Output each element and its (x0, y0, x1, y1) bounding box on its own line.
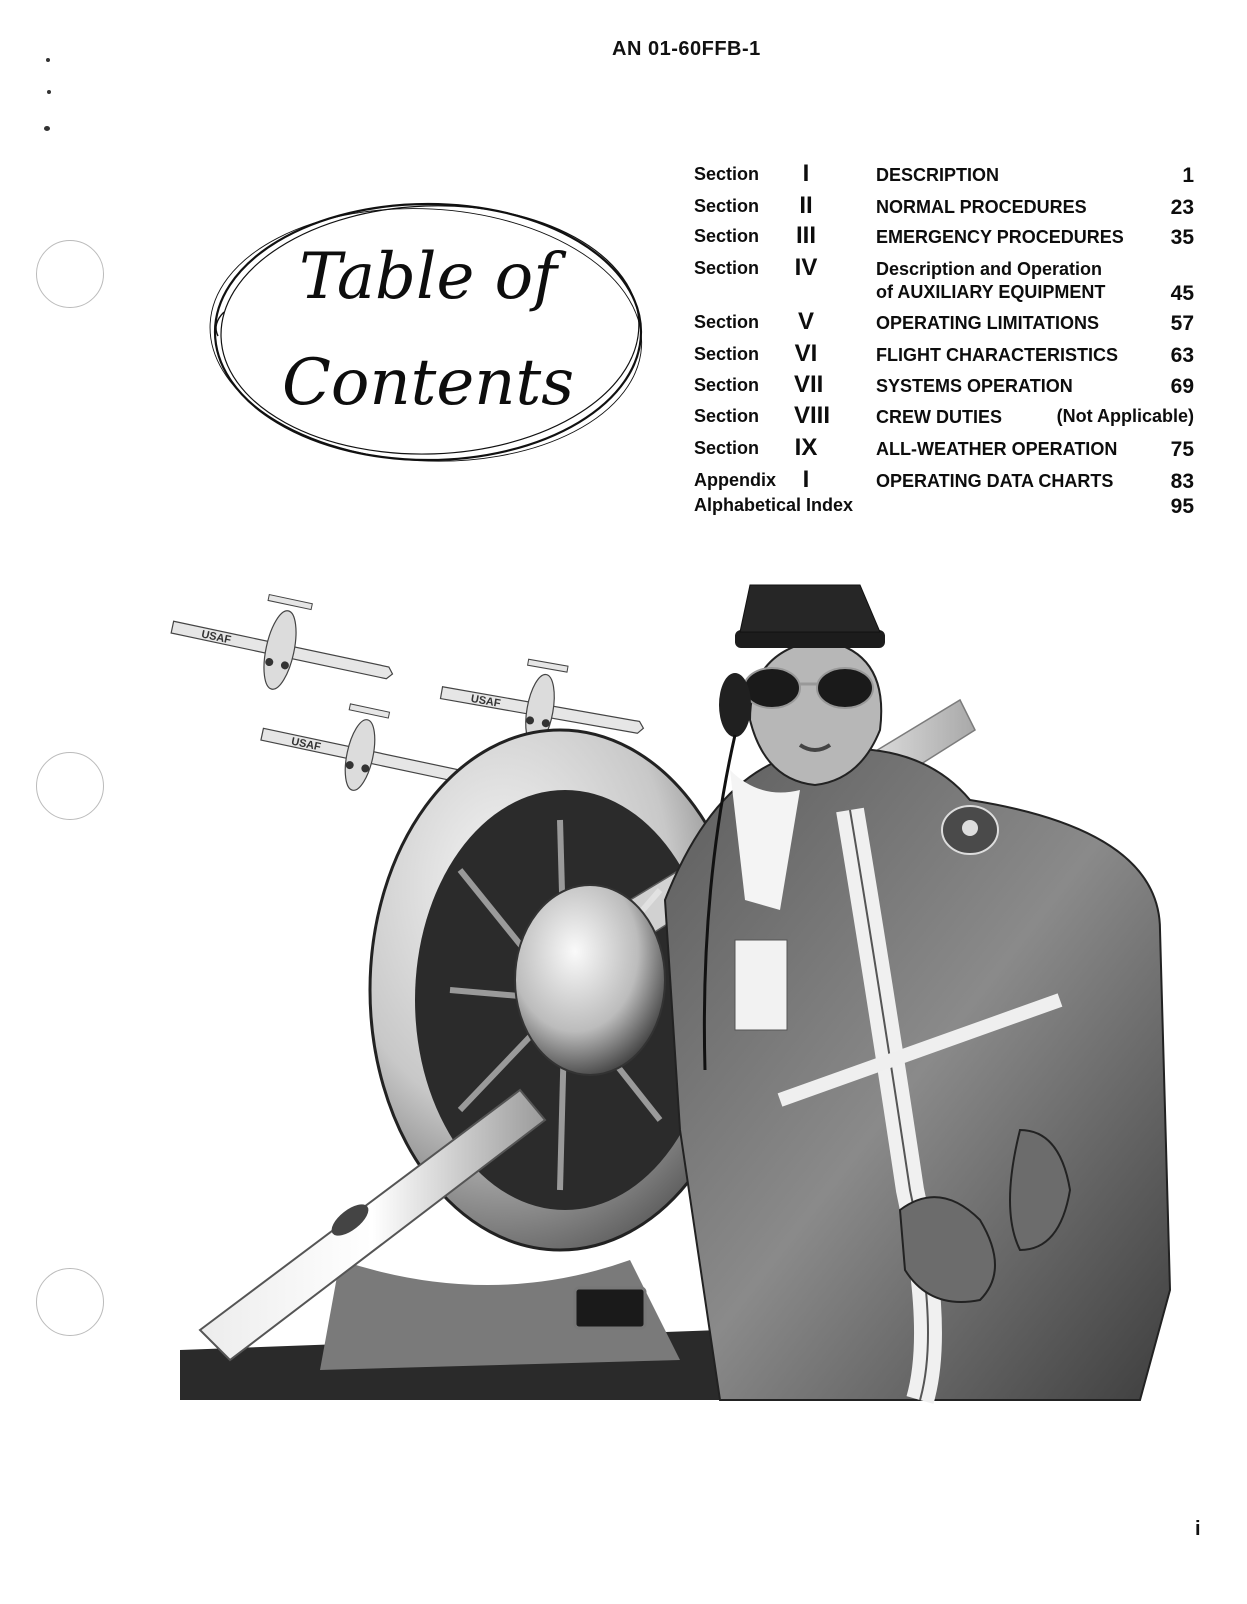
toc-entry-numeral: I (802, 160, 810, 187)
toc-entry-kind: Section (694, 312, 760, 332)
scan-speck (44, 126, 50, 131)
page-number: i (1195, 1518, 1201, 1540)
scan-speck (46, 58, 50, 62)
title-line-2: Contents (281, 346, 575, 420)
toc-entry-numeral: VI (794, 340, 818, 367)
toc-entry-kind: Section (694, 196, 760, 216)
toc-entry-numeral: IV (794, 254, 818, 281)
toc-entry-page: 83 (1170, 470, 1194, 493)
toc-entry-title (876, 312, 1099, 335)
toc-entry-page: 95 (1170, 495, 1194, 518)
toc-entry-numeral: VII (794, 371, 824, 398)
binder-hole (36, 1268, 104, 1336)
plane-marking: USAF (200, 628, 233, 647)
toc-entry-numeral: V (797, 308, 814, 335)
plane-marking: USAF (290, 735, 322, 754)
toc-entry-title (876, 164, 999, 187)
toc-entry-title-line: CREW DUTIES (876, 407, 1002, 427)
toc-entry-title-line: EMERGENCY PROCEDURES (876, 227, 1124, 247)
toc-entry-page: 57 (1170, 312, 1194, 335)
toc-entry-title (876, 375, 1073, 398)
toc-entry-page: 45 (1170, 282, 1194, 305)
toc-entry-page: 23 (1170, 196, 1194, 219)
toc-entry-numeral: III (795, 222, 816, 249)
flight-cap (740, 585, 880, 632)
toc-entry-page: 63 (1170, 344, 1194, 367)
toc-entry-title (876, 406, 1002, 429)
pilot-and-aircraft-illustration (160, 570, 1220, 1430)
title-line-1: Table of (299, 240, 557, 314)
name-tag (735, 940, 787, 1030)
document-number: AN 01-60FFB-1 (612, 38, 761, 60)
toc-entry-title (876, 470, 1113, 493)
toc-entry-kind: Section (694, 226, 760, 246)
toc-entry-title-line: DESCRIPTION (876, 165, 1000, 185)
plane-marking: USAF (469, 692, 502, 710)
toc-entry-title-line: FLIGHT CHARACTERISTICS (876, 345, 1118, 365)
toc-entry-page: (Not Applicable) (1056, 406, 1194, 426)
toc-entry-kind: Section (694, 406, 760, 426)
toc-entry-numeral: I (802, 466, 810, 493)
binder-hole (36, 752, 104, 820)
toc-entry-title (876, 226, 1124, 249)
toc-entry-kind: Section (694, 258, 760, 278)
toc-entry-title (876, 258, 1105, 304)
toc-entry-title (876, 438, 1117, 461)
toc-entry-kind: Section (694, 438, 760, 458)
toc-entry-title-line: NORMAL PROCEDURES (876, 197, 1087, 217)
toc-entry-title-line: ALL-WEATHER OPERATION (876, 439, 1118, 459)
toc-entry-title (876, 344, 1118, 367)
toc-entry-kind: Section (694, 375, 760, 395)
headset-icon (719, 673, 751, 737)
pilot-figure (665, 585, 1170, 1400)
toc-entry-numeral: VIII (794, 402, 831, 429)
toc-entry-page: 69 (1170, 375, 1194, 398)
toc-entry-title-line: SYSTEMS OPERATION (876, 376, 1073, 396)
toc-entry-numeral: IX (794, 434, 818, 461)
title-oval (208, 196, 648, 468)
toc-entry-page: 75 (1170, 438, 1194, 461)
toc-entry-title-line: OPERATING DATA CHARTS (876, 471, 1114, 491)
toc-entry-kind: Appendix (694, 470, 777, 490)
toc-entry-title-line: of AUXILIARY EQUIPMENT (876, 282, 1106, 302)
scan-speck (47, 90, 51, 94)
trainer-aircraft-icon (164, 576, 403, 713)
toc-entry-title-line: Description and Operation (876, 259, 1103, 279)
toc-entry-page: 1 (1182, 164, 1194, 187)
toc-entry-kind: Section (694, 164, 760, 184)
toc-entry-kind: Alphabetical Index (694, 495, 854, 515)
toc-entry-title (876, 196, 1087, 219)
toc-entry-title-line: OPERATING LIMITATIONS (876, 313, 1099, 333)
toc-entry-kind: Section (694, 344, 760, 364)
toc-entry-numeral: II (799, 192, 813, 219)
toc-entry-page: 35 (1170, 226, 1194, 249)
oval-frame (208, 196, 648, 468)
sunglasses-icon (744, 668, 800, 708)
binder-hole (36, 240, 104, 308)
